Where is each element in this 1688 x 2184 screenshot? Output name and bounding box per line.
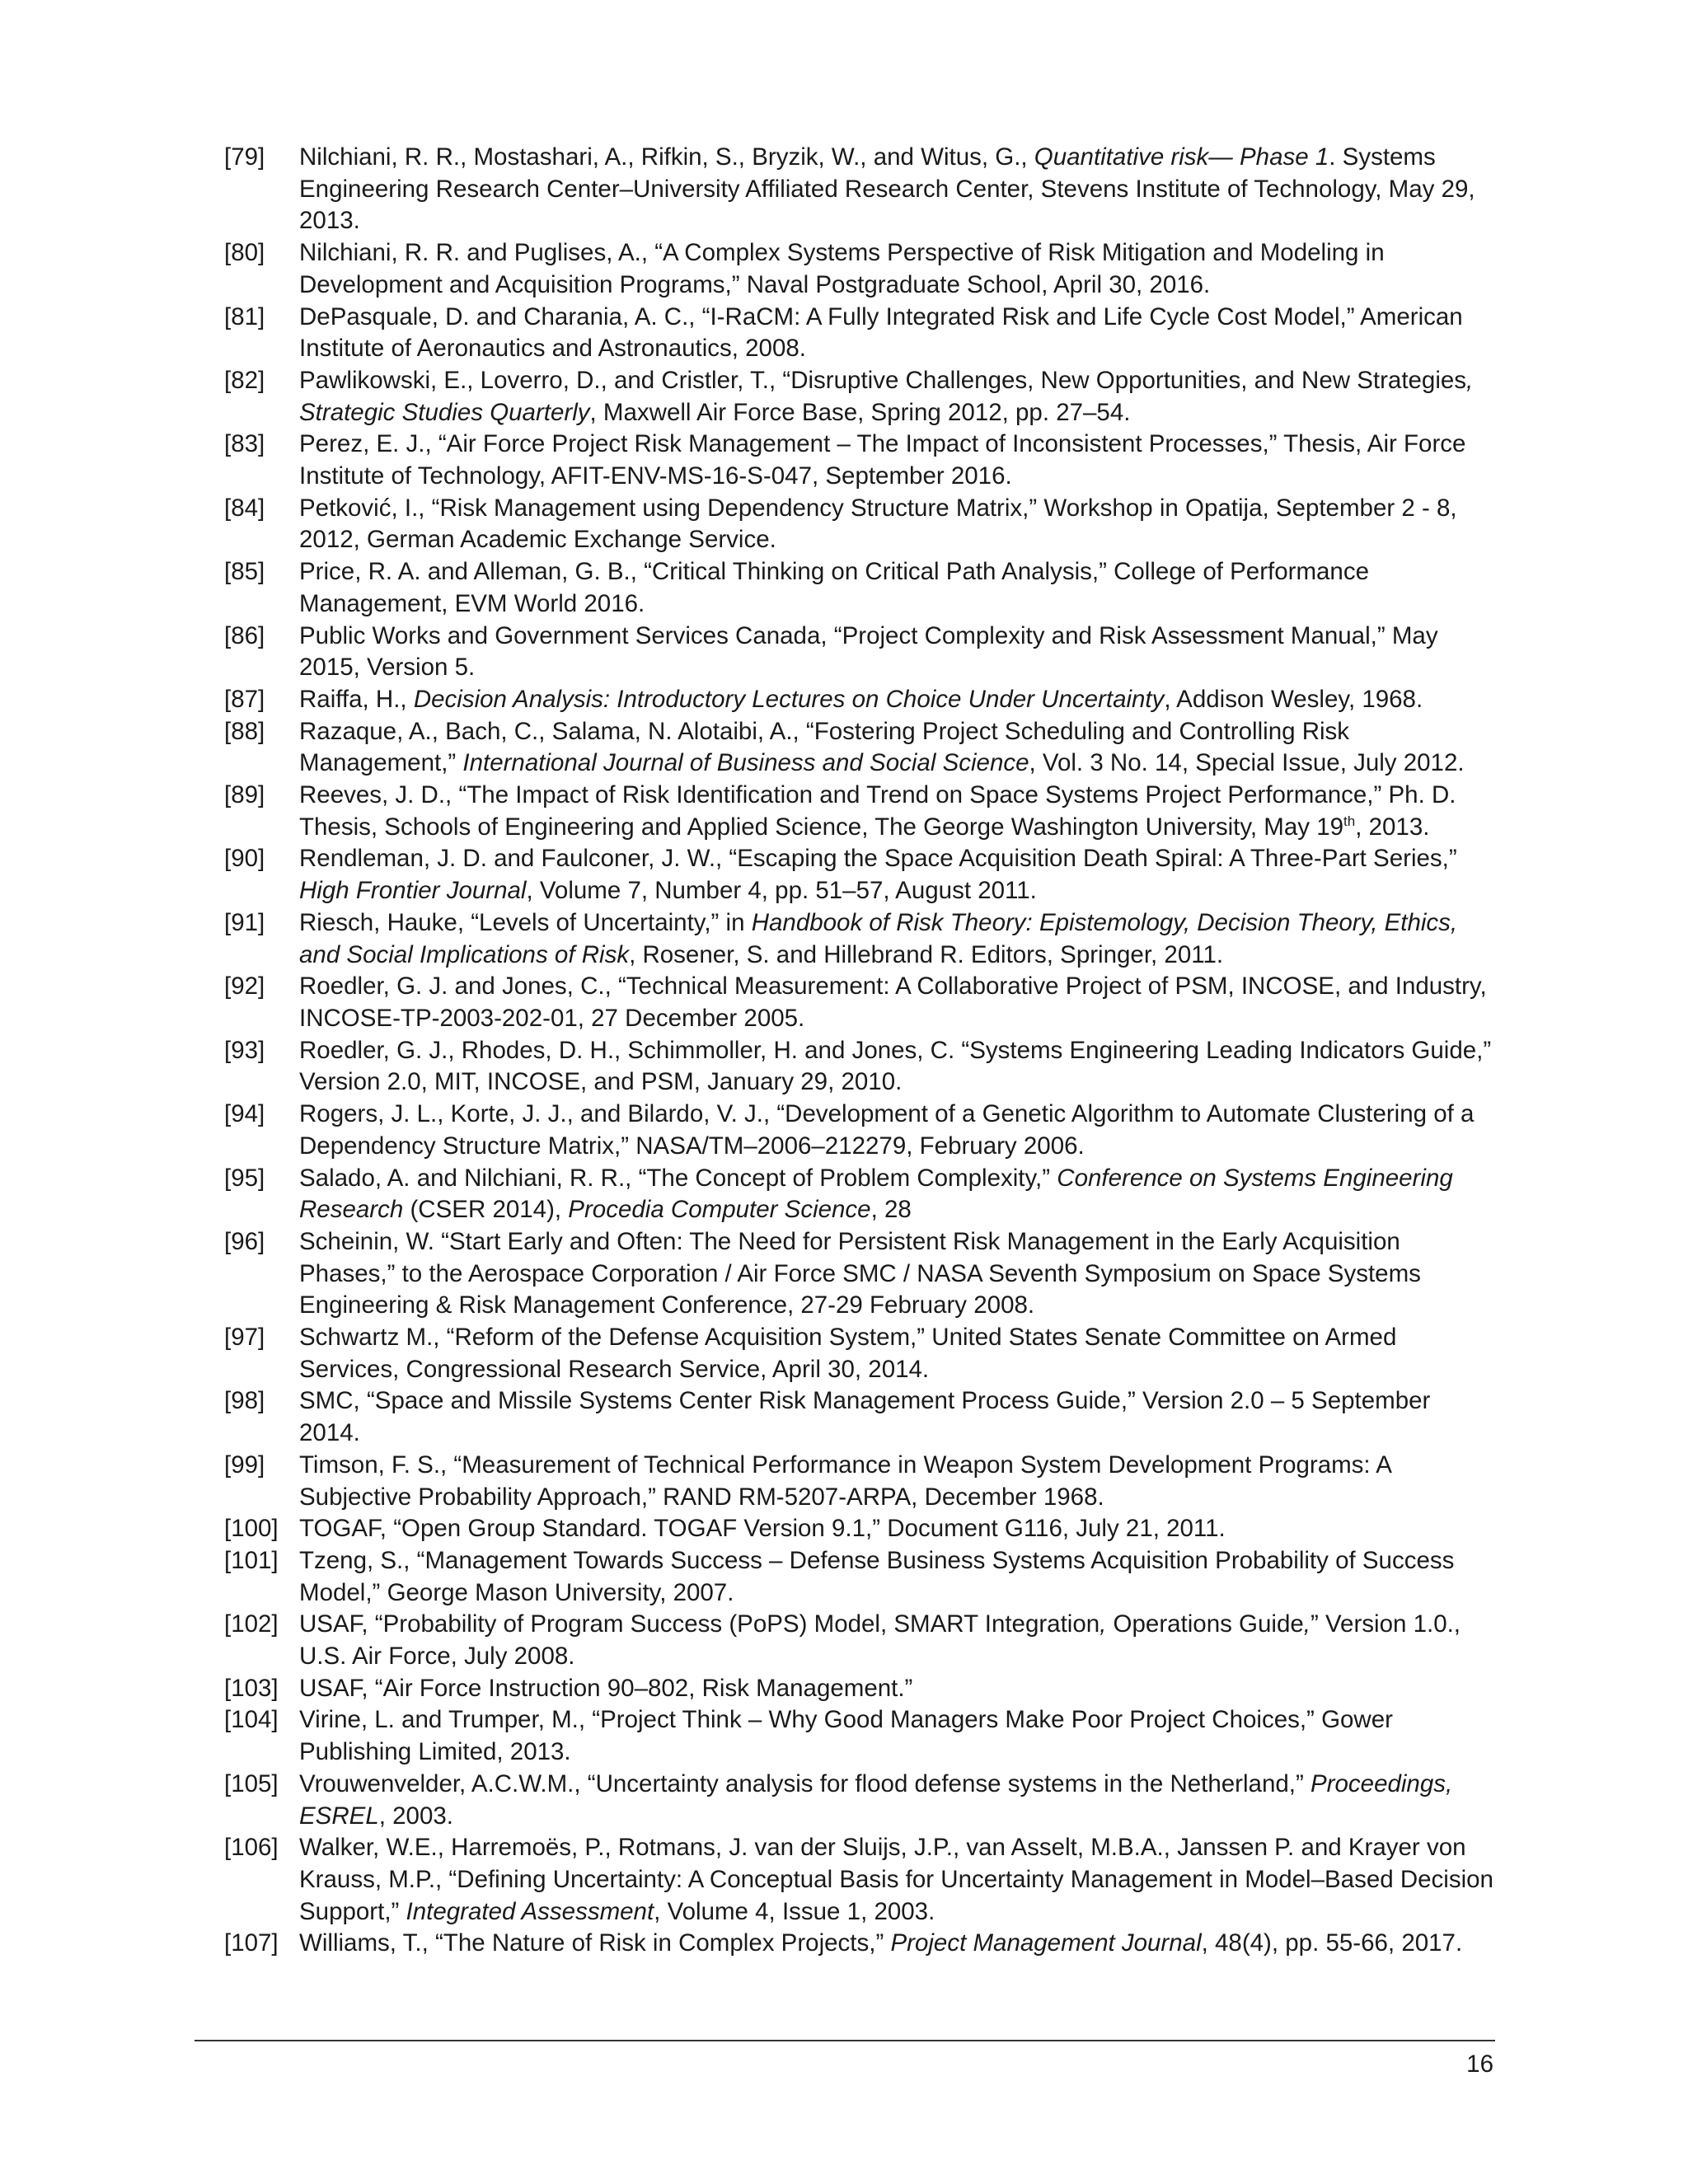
reference-entry: [224, 716, 1493, 780]
reference-number: [88]: [224, 717, 265, 745]
reference-entry: [224, 1545, 1493, 1609]
reference-number: [87]: [224, 685, 265, 713]
reference-entry: [224, 1099, 1493, 1162]
reference-text: [299, 621, 1493, 684]
reference-entry: [224, 1385, 1493, 1449]
reference-text: [299, 1832, 1493, 1928]
reference-list: [224, 142, 1493, 1960]
reference-segment: Williams, T., “The Nature of Risk in Complex Projects,”: [299, 1929, 891, 1957]
reference-segment: USAF, “Air Force Instruction 90–802, Risk Management.”: [299, 1674, 913, 1702]
reference-number: [100]: [224, 1515, 279, 1543]
reference-segment: Price, R. A. and Alleman, G. B., “Critical Thinking on Critical Path Analysis,” College of Performance Management, EVM World 2016.: [299, 558, 1369, 617]
reference-entry: [224, 780, 1493, 843]
reference-number: [82]: [224, 366, 265, 394]
reference-entry: [224, 1513, 1493, 1545]
reference-text: [299, 1609, 1493, 1672]
reference-segment: Roedler, G. J., Rhodes, D. H., Schimmoller, H. and Jones, C. “Systems Engineering Leading Indicators Guide,” Version 2.0, MIT, INCOSE, and PSM, January 29, 2010.: [299, 1036, 1492, 1096]
reference-entry: [224, 1769, 1493, 1832]
reference-segment: USAF, “Probability of Program Success (PoPS) Model, SMART Integration: [299, 1610, 1100, 1638]
reference-number: [99]: [224, 1451, 265, 1479]
reference-segment: Virine, L. and Trumper, M., “Project Think – Why Good Managers Make Poor Project Choices,” Gower Publishing Limited, 2013.: [299, 1706, 1393, 1766]
reference-entry: [224, 684, 1493, 716]
reference-text: [299, 302, 1493, 365]
reference-number: [91]: [224, 908, 265, 936]
reference-number: [92]: [224, 972, 265, 1001]
reference-number: [98]: [224, 1387, 265, 1415]
reference-entry: [224, 429, 1493, 492]
reference-entry: [224, 1322, 1493, 1385]
reference-entry: [224, 907, 1493, 971]
reference-number: [80]: [224, 239, 265, 267]
italic-title: Project Management Journal: [890, 1929, 1202, 1957]
reference-segment: Perez, E. J., “Air Force Project Risk Management – The Impact of Inconsistent Processes,” Thesis, Air Force Institute of Technology, AFIT-ENV-MS-16-S-047, September 2016.: [299, 430, 1466, 490]
reference-text: [299, 971, 1493, 1034]
italic-title: Integrated Assessment: [406, 1897, 654, 1925]
reference-segment: TOGAF, “Open Group Standard. TOGAF Version 9.1,” Document G116, July 21, 2011.: [299, 1515, 1226, 1543]
reference-segment: ” Version 1.0., U.S. Air Force, July 2008.: [299, 1610, 1461, 1671]
reference-entry: [224, 1928, 1493, 1960]
reference-text: [299, 429, 1493, 492]
italic-title: International Journal of Business and Social Science: [462, 749, 1029, 777]
reference-entry: [224, 365, 1493, 429]
reference-segment: Vrouwenvelder, A.C.W.M., “Uncertainty analysis for flood defense systems in the Netherland,”: [299, 1769, 1311, 1797]
reference-segment: Tzeng, S., “Management Towards Success – Defense Business Systems Acquisition Probability of Success Model,” George Mason University, 2007.: [299, 1546, 1455, 1606]
reference-entry: [224, 1163, 1493, 1226]
reference-text: [299, 1322, 1493, 1385]
reference-text: [299, 716, 1493, 780]
reference-text: [299, 780, 1493, 843]
reference-text: [299, 1545, 1493, 1609]
reference-text: [299, 1673, 1493, 1705]
reference-segment: Razaque, A., Bach, C., Salama, N. Alotaibi, A., “Fostering Project Scheduling and Controlling Risk Management,”: [299, 717, 1350, 777]
reference-text: [299, 1513, 1493, 1545]
reference-segment: , 2013.: [1355, 813, 1430, 841]
reference-number: [83]: [224, 430, 265, 458]
reference-entry: [224, 1673, 1493, 1705]
reference-segment: Pawlikowski, E., Loverro, D., and Cristler, T., “Disruptive Challenges, New Opportunities, and New Strategies: [299, 366, 1467, 394]
reference-number: [84]: [224, 494, 265, 522]
reference-number: [107]: [224, 1929, 279, 1957]
reference-segment: DePasquale, D. and Charania, A. C., “I-RaCM: A Fully Integrated Risk and Life Cycle Cost Model,” American Institute of Aeronautics and Astronautics, 2008.: [299, 302, 1463, 363]
reference-entry: [224, 1704, 1493, 1768]
reference-segment: , Volume 4, Issue 1, 2003.: [654, 1897, 935, 1925]
reference-text: [299, 493, 1493, 556]
reference-text: [299, 1035, 1493, 1099]
reference-text: [299, 142, 1493, 237]
reference-number: [101]: [224, 1546, 279, 1574]
reference-entry: [224, 142, 1493, 237]
reference-text: [299, 1704, 1493, 1768]
reference-entry: [224, 1035, 1493, 1099]
reference-segment: Schwartz M., “Reform of the Defense Acquisition System,” United States Senate Committee on Armed Services, Congressional Research Service, April 30, 2014.: [299, 1324, 1397, 1383]
reference-segment: Reeves, J. D., “The Impact of Risk Identification and Trend on Space Systems Project Performance,” Ph. D. Thesis, Schools of Engineering and Applied Science, The George Washington University, May 19: [299, 781, 1456, 841]
italic-title: ,: [1100, 1610, 1107, 1638]
reference-entry: [224, 971, 1493, 1034]
reference-segment: Raiffa, H.,: [299, 685, 414, 713]
reference-text: [299, 843, 1493, 907]
reference-entry: [224, 1450, 1493, 1513]
reference-segment: , Addison Wesley, 1968.: [1164, 685, 1423, 713]
reference-number: [89]: [224, 781, 265, 809]
reference-entry: [224, 1609, 1493, 1672]
reference-number: [81]: [224, 302, 265, 330]
reference-entry: [224, 493, 1493, 556]
reference-entry: [224, 621, 1493, 684]
reference-segment: Petković, I., “Risk Management using Dependency Structure Matrix,” Workshop in Opatija, September 2 - 8, 2012, German Academic Exchange Service.: [299, 494, 1457, 554]
reference-segment: . Systems Engineering Research Center–University Affiliated Research Center, Stevens Institute of Technology, May 29, 2013.: [299, 143, 1475, 235]
reference-number: [104]: [224, 1706, 279, 1734]
reference-segment: , 48(4), pp. 55-66, 2017.: [1201, 1929, 1463, 1957]
reference-segment: Salado, A. and Nilchiani, R. R., “The Concept of Problem Complexity,”: [299, 1164, 1057, 1192]
italic-title: , Strategic Studies Quarterly: [299, 366, 1474, 426]
reference-entry: [224, 1226, 1493, 1322]
reference-number: [103]: [224, 1674, 279, 1702]
reference-number: [94]: [224, 1100, 265, 1128]
reference-text: [299, 237, 1493, 301]
reference-segment: Timson, F. S., “Measurement of Technical Performance in Weapon System Development Programs: A Subjective Probability Approach,” RAND RM-5207-ARPA, December 1968.: [299, 1451, 1391, 1511]
page-number: 16: [1466, 2050, 1493, 2078]
reference-text: [299, 1769, 1493, 1832]
reference-segment: Rendleman, J. D. and Faulconer, J. W., “Escaping the Space Acquisition Death Spiral: A Three-Part Series,”: [299, 845, 1457, 873]
reference-segment: Nilchiani, R. R. and Puglises, A., “A Complex Systems Perspective of Risk Mitigation and Modeling in Development and Acquisition Programs,” Naval Postgraduate School, April 30, 2016.: [299, 239, 1385, 298]
footer-divider: [195, 2040, 1495, 2041]
reference-entry: [224, 302, 1493, 365]
reference-number: [106]: [224, 1834, 279, 1862]
reference-text: [299, 684, 1493, 716]
reference-number: [95]: [224, 1164, 265, 1192]
italic-title: Decision Analysis: Introductory Lectures on Choice Under Uncertainty: [413, 685, 1165, 713]
reference-number: [96]: [224, 1227, 265, 1255]
reference-number: [97]: [224, 1324, 265, 1352]
reference-number: [105]: [224, 1769, 279, 1797]
reference-segment: , Volume 7, Number 4, pp. 51–57, August 2011.: [526, 877, 1037, 905]
italic-title: Quantitative risk— Phase 1: [1034, 143, 1329, 171]
reference-segment: SMC, “Space and Missile Systems Center Risk Management Process Guide,” Version 2.0 – 5 September 2014.: [299, 1387, 1431, 1447]
italic-title: High Frontier Journal: [299, 877, 527, 905]
reference-segment: , 28: [870, 1196, 912, 1224]
reference-number: [85]: [224, 558, 265, 586]
reference-text: [299, 365, 1493, 429]
reference-number: [93]: [224, 1036, 265, 1064]
reference-segment: (CSER 2014),: [403, 1196, 569, 1224]
reference-text: [299, 907, 1493, 971]
reference-text: [299, 556, 1493, 620]
reference-segment: Scheinin, W. “Start Early and Often: The Need for Persistent Risk Management in the Early Acquisition Phases,” to the Aerospace Corporation / Air Force SMC / NASA Seventh Symposium on Space Systems Engineering & Risk Management Conference, 27-29 February 2008.: [299, 1227, 1421, 1319]
reference-entry: [224, 1832, 1493, 1928]
italic-title: ,: [1303, 1610, 1311, 1638]
italic-title: Procedia Computer Science: [568, 1196, 871, 1224]
italic-title: Proceedings, ESREL: [299, 1769, 1453, 1830]
reference-entry: [224, 843, 1493, 907]
reference-text: [299, 1385, 1493, 1449]
reference-entry: [224, 556, 1493, 620]
reference-text: [299, 1099, 1493, 1162]
reference-text: [299, 1163, 1493, 1226]
reference-segment: Roedler, G. J. and Jones, C., “Technical Measurement: A Collaborative Project of PSM, INCOSE, and Industry, INCOSE-TP-2003-202-01, 27 December 2005.: [299, 972, 1487, 1032]
superscript-text: th: [1343, 813, 1356, 829]
italic-title: Handbook of Risk Theory: Epistemology, Decision Theory, Ethics, and Social Implications of Risk: [299, 908, 1458, 968]
italic-title: Conference on Systems Engineering Research: [299, 1164, 1453, 1224]
reference-number: [79]: [224, 143, 265, 171]
reference-segment: Walker, W.E., Harremoës, P., Rotmans, J. van der Sluijs, J.P., van Asselt, M.B.A., Janssen P. and Krayer von Krauss, M.P., “Defining Uncertainty: A Conceptual Basis for Uncertainty Management in Model–Based Decision Support,”: [299, 1834, 1493, 1925]
reference-text: [299, 1226, 1493, 1322]
reference-number: [86]: [224, 621, 265, 649]
reference-segment: , Vol. 3 No. 14, Special Issue, July 2012.: [1029, 749, 1465, 777]
reference-number: [102]: [224, 1610, 279, 1638]
reference-entry: [224, 237, 1493, 301]
reference-segment: Operations Guide: [1106, 1610, 1304, 1638]
reference-number: [90]: [224, 845, 265, 873]
reference-segment: Nilchiani, R. R., Mostashari, A., Rifkin, S., Bryzik, W., and Witus, G.,: [299, 143, 1034, 171]
reference-text: [299, 1450, 1493, 1513]
reference-segment: , Maxwell Air Force Base, Spring 2012, pp. 27–54.: [589, 398, 1131, 426]
reference-segment: , Rosener, S. and Hillebrand R. Editors, Springer, 2011.: [629, 940, 1224, 968]
reference-segment: Public Works and Government Services Canada, “Project Complexity and Risk Assessment Manual,” May 2015, Version 5.: [299, 621, 1438, 682]
reference-segment: Riesch, Hauke, “Levels of Uncertainty,” in: [299, 908, 752, 936]
reference-segment: , 2003.: [378, 1802, 453, 1830]
reference-text: [299, 1928, 1493, 1960]
reference-segment: Rogers, J. L., Korte, J. J., and Bilardo, V. J., “Development of a Genetic Algorithm to Automate Clustering of a Dependency Structure Matrix,” NASA/TM–2006–212279, February 2006.: [299, 1100, 1475, 1160]
